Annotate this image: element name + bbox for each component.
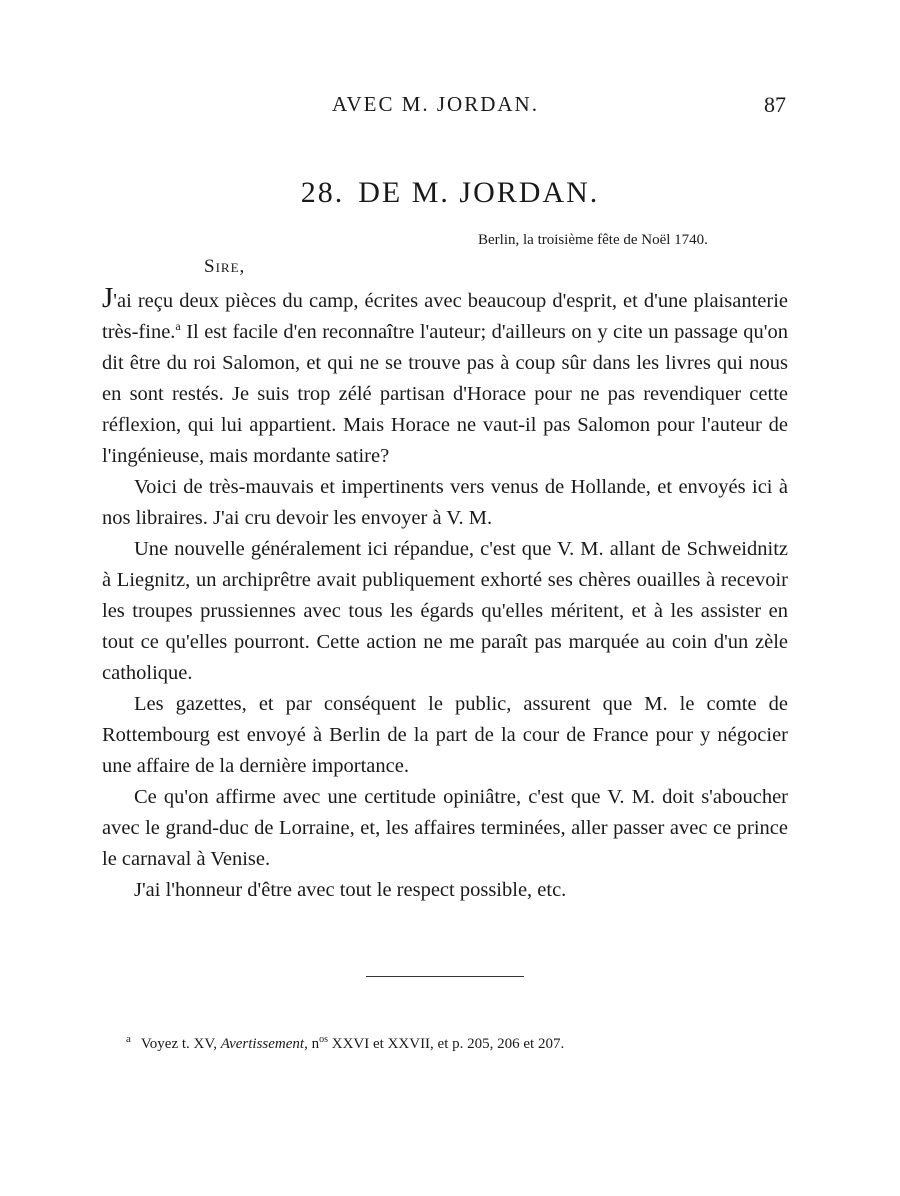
footnote-mark: a [126,1033,131,1045]
running-title: AVEC M. JORDAN. [332,92,539,116]
page-number: 87 [764,92,786,117]
footnote-sup: os [319,1034,328,1045]
footnote-ref[interactable]: a [175,319,181,334]
paragraph-2: Voici de très-mauvais et impertinents vers venus de Hollande, et envoyés ici à nos libraires. J'ai cru devoir les envoyer à V. M. [102,476,788,529]
paragraph-1-text-b: Il est facile d'en reconnaître l'auteur; d'ailleurs on y cite un passage qu'on dit être du roi Salomon, et qui ne se trouve pas à coup sûr dans les livres qui nous en sont restés. Je suis trop zélé partisan d'Horace pour ne pas revendiquer cette réflexion, qui lui appartient. Mais Horace ne vaut-il pas Salomon pour l'auteur de l'ingénieuse, mais mordante satire? [102,321,788,467]
footnote-middle: , n [304,1036,320,1052]
letter-number: 28. [300,176,345,209]
salutation [204,256,245,278]
footnote-prefix: Voyez t. XV, [140,1036,221,1052]
paragraph-5: Ce qu'on affirme avec une certitude opiniâtre, c'est que V. M. doit s'aboucher avec le grand-duc de Lorraine, et, les affaires terminées, aller passer avec ce prince le carnaval à Venise. [102,786,788,870]
closing: J'ai l'honneur d'être avec tout le respect possible, etc. [134,879,567,901]
footnote [126,1033,565,1053]
letter-body [102,282,788,906]
footnote-suffix: XXVI et XXVII, et p. 205, 206 et 207. [328,1036,565,1052]
letter-title [0,176,900,210]
letter-heading: DE M. JORDAN. [358,176,600,209]
running-head [0,92,900,122]
footnote-divider [366,976,524,977]
paragraph-1 [102,282,788,472]
footnote-italic: Avertissement [220,1036,305,1052]
paragraph-1-text-a: 'ai reçu deux pièces du camp, écrites avec beaucoup d'esprit, et d'une plaisanterie très-fine. [102,290,788,343]
dropcap: J [102,282,114,314]
paragraph-4: Les gazettes, et par conséquent le public, assurent que M. le comte de Rottembourg est envoyé à Berlin de la part de la cour de France pour y négocier une affaire de la dernière importance. [102,693,788,777]
paragraph-3: Une nouvelle généralement ici répandue, c'est que V. M. allant de Schweidnitz à Liegnitz, un archiprêtre avait publiquement exhorté ses chères ouailles à recevoir les troupes prussiennes avec tous les égards qu'elles méritent, et à les assister en tout ce qu'elles pourront. Cette action ne me paraît pas marquée au coin d'un zèle catholique. [102,538,788,684]
dateline: Berlin, la troisième fête de Noël 1740. [478,232,708,248]
salutation-text: Sire, [204,256,246,277]
